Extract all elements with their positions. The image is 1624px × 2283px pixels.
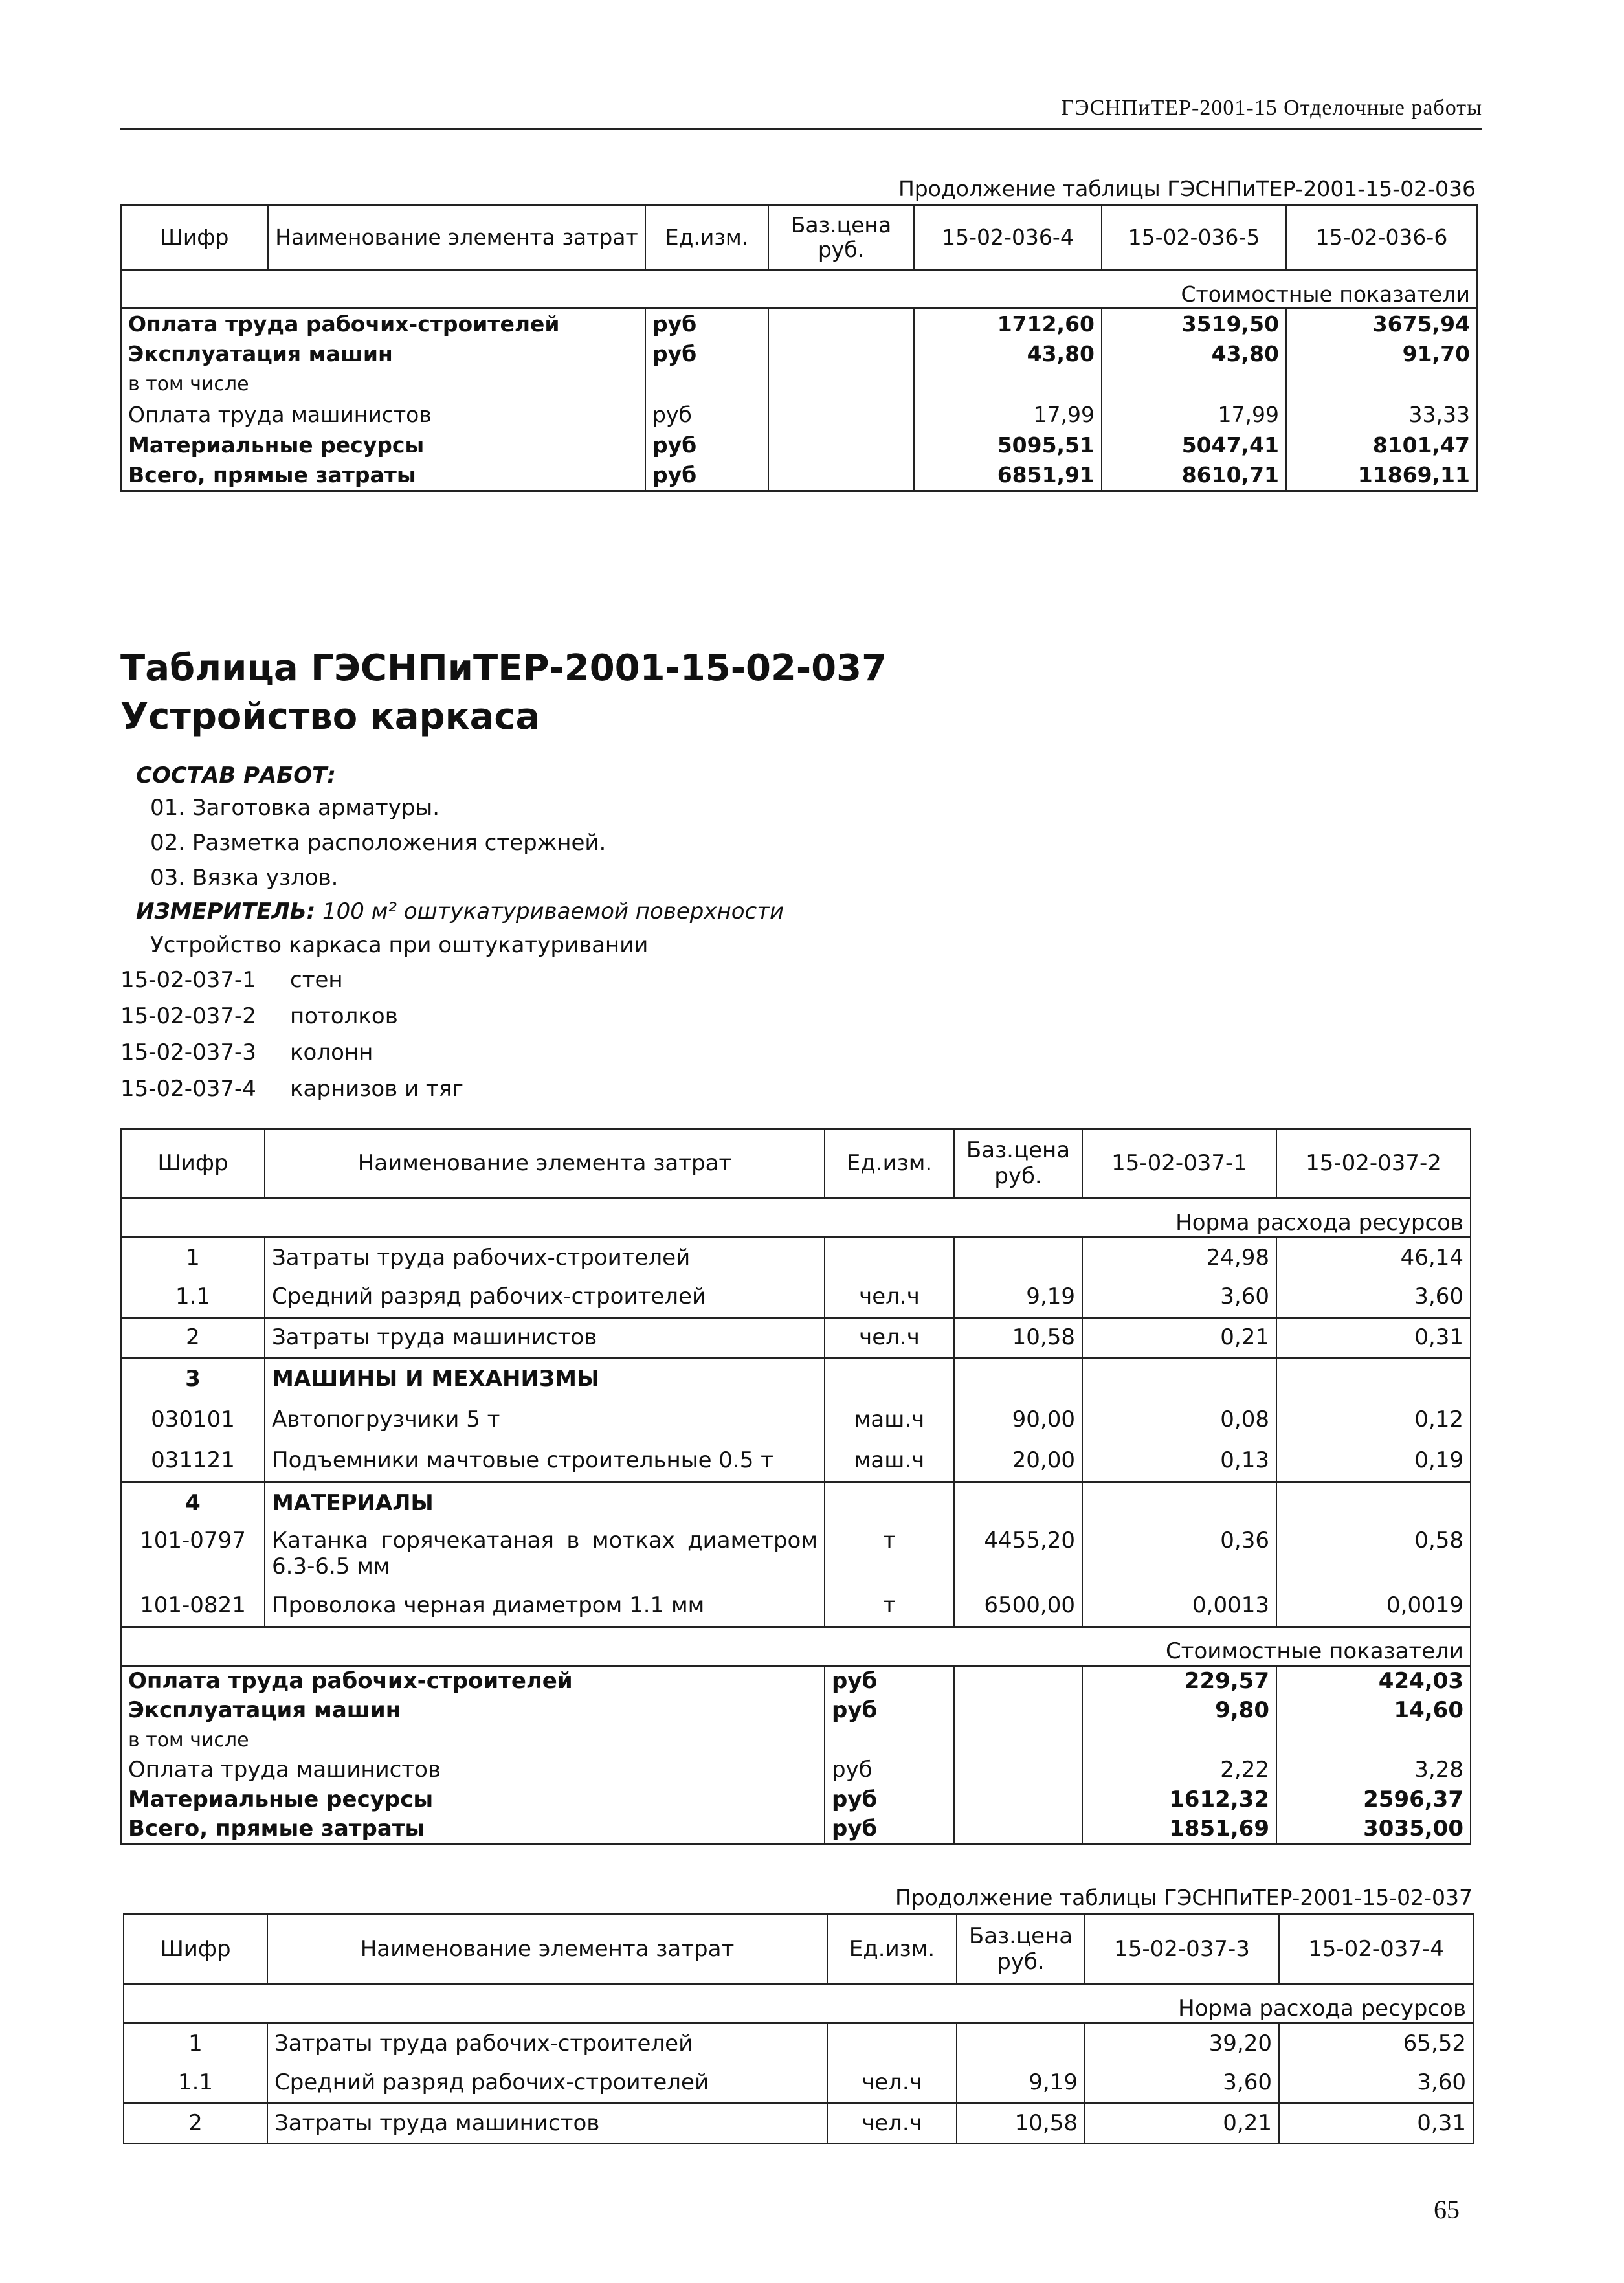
table-row: Оплата труда рабочих-строителей руб 229,57 424,03 xyxy=(121,1666,1471,1696)
variant-code: 15-02-037-2 xyxy=(120,1003,256,1029)
header-cell: Ед.изм. xyxy=(827,1915,957,1985)
table-row: 1.1 Средний разряд рабочих-строителей чел.ч 9,19 3,60 3,60 xyxy=(124,2064,1473,2104)
table-row: Материальные ресурсы руб 5095,51 5047,41 8101,47 xyxy=(121,430,1477,461)
header-cell: Наименование элемента затрат xyxy=(265,1129,825,1199)
header-cell: Ед.изм. xyxy=(825,1129,954,1199)
header-cell: Шифр xyxy=(121,205,268,270)
variant-text: стен xyxy=(290,967,343,993)
table-row: Оплата труда машинистов руб 2,22 3,28 xyxy=(121,1755,1471,1785)
header-cell: 15-02-037-3 xyxy=(1085,1915,1279,1985)
table-row: в том числе xyxy=(121,1726,1471,1755)
table-row: 1 Затраты труда рабочих-строителей 39,20 65,52 xyxy=(124,2023,1473,2064)
composition-heading: СОСТАВ РАБОТ: xyxy=(136,763,336,788)
table-row: 1 Затраты труда рабочих-строителей 24,98 46,14 xyxy=(121,1238,1471,1278)
table1 xyxy=(120,204,1478,492)
table-row: 101-0821 Проволока черная диаметром 1.1 мм т 6500,00 0,0013 0,0019 xyxy=(121,1586,1471,1627)
header-cell: Наименование элемента затрат xyxy=(267,1915,827,1985)
header-cell: 15-02-037-2 xyxy=(1276,1129,1471,1199)
header-cell: 15-02-037-4 xyxy=(1279,1915,1473,1985)
header-cell: 15-02-036-6 xyxy=(1286,205,1477,270)
table-row: Оплата труда машинистов руб 17,99 17,99 33,33 xyxy=(121,400,1477,430)
table-row: Эксплуатация машин руб 9,80 14,60 xyxy=(121,1696,1471,1726)
composition-item: 01. Заготовка арматуры. xyxy=(150,795,440,821)
composition-item: 03. Вязка узлов. xyxy=(150,865,339,891)
table-row: 2 Затраты труда машинистов чел.ч 10,58 0,21 0,31 xyxy=(124,2104,1473,2144)
header-cell: Баз.цена руб. xyxy=(954,1129,1082,1199)
variant-code: 15-02-037-1 xyxy=(120,967,256,993)
variant-code: 15-02-037-4 xyxy=(120,1076,256,1102)
header-cell: 15-02-037-1 xyxy=(1082,1129,1276,1199)
header-cell: 15-02-036-5 xyxy=(1102,205,1286,270)
table-row: Оплата труда рабочих-строителей руб 1712,60 3519,50 3675,94 xyxy=(121,309,1477,339)
header-cell: Наименование элемента затрат xyxy=(268,205,645,270)
section-label: Стоимостные показатели xyxy=(121,270,1477,309)
table2 xyxy=(120,1128,1471,1845)
table1-caption: Продолжение таблицы ГЭСНПиТЕР-2001-15-02-036 xyxy=(898,176,1476,201)
page-number: 65 xyxy=(1434,2195,1460,2224)
table3 xyxy=(123,1913,1474,2144)
table-row: 2 Затраты труда машинистов чел.ч 10,58 0,21 0,31 xyxy=(121,1318,1471,1358)
table-row: Всего, прямые затраты руб 6851,91 8610,71 11869,11 xyxy=(121,461,1477,491)
table-row: 4 МАТЕРИАЛЫ xyxy=(121,1482,1471,1524)
table-row: 030101 Автопогрузчики 5 т маш.ч 90,00 0,08 0,12 xyxy=(121,1399,1471,1441)
cost-label: Стоимостные показатели xyxy=(121,1627,1471,1666)
table-row: в том числе xyxy=(121,370,1477,400)
table-row: Материальные ресурсы руб 1612,32 2596,37 xyxy=(121,1785,1471,1815)
norm-label: Норма расхода ресурсов xyxy=(124,1985,1473,2023)
norm-label: Норма расхода ресурсов xyxy=(121,1199,1471,1238)
table-row: 031121 Подъемники мачтовые строительные 0.5 т маш.ч 20,00 0,13 0,19 xyxy=(121,1441,1471,1482)
table-subtitle: Устройство каркаса xyxy=(120,696,540,738)
table-row: 1.1 Средний разряд рабочих-строителей чел.ч 9,19 3,60 3,60 xyxy=(121,1278,1471,1318)
header-cell: Баз.цена руб. xyxy=(957,1915,1085,1985)
table-row: 3 МАШИНЫ И МЕХАНИЗМЫ xyxy=(121,1358,1471,1399)
composition-item: 02. Разметка расположения стержней. xyxy=(150,830,606,856)
variant-text: потолков xyxy=(290,1003,398,1029)
header-cell: Шифр xyxy=(121,1129,265,1199)
header-cell: Баз.цена руб. xyxy=(768,205,914,270)
header-cell: 15-02-036-4 xyxy=(914,205,1102,270)
header-divider xyxy=(120,128,1482,130)
variants-subtitle: Устройство каркаса при оштукатуривании xyxy=(150,932,649,958)
table-row: 101-0797 Катанка горячекатаная в мотках диаметром 6.3-6.5 мм т 4455,20 0,36 0,58 xyxy=(121,1524,1471,1586)
table-row: Всего, прямые затраты руб 1851,69 3035,00 xyxy=(121,1815,1471,1845)
table3-caption: Продолжение таблицы ГЭСНПиТЕР-2001-15-02-037 xyxy=(895,1885,1473,1910)
variant-text: колонн xyxy=(290,1040,373,1065)
variant-text: карнизов и тяг xyxy=(290,1076,464,1102)
running-header: ГЭСНПиТЕР-2001-15 Отделочные работы xyxy=(1061,96,1482,120)
table-title: Таблица ГЭСНПиТЕР-2001-15-02-037 xyxy=(120,647,887,689)
meter-label: ИЗМЕРИТЕЛЬ: xyxy=(136,898,316,924)
header-cell: Ед.изм. xyxy=(645,205,768,270)
header-cell: Шифр xyxy=(124,1915,267,1985)
meter-line xyxy=(136,898,784,924)
table-row: Эксплуатация машин руб 43,80 43,80 91,70 xyxy=(121,339,1477,370)
variant-code: 15-02-037-3 xyxy=(120,1040,256,1065)
meter-value: 100 м² оштукатуриваемой поверхности xyxy=(322,898,784,924)
